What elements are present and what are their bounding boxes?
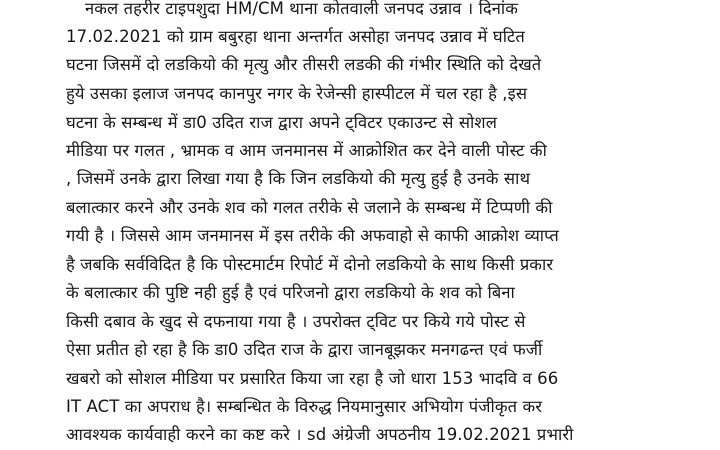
text-line: IT ACT का अपराध है। सम्बन्धित के विरुद्ध नियमानुसार अभियोग पंजीकृत कर [66, 397, 543, 416]
text-line: 17.02.2021 को ग्राम बबुरहा थाना अन्तर्गत असोहा जनपद उन्नाव में घटित [66, 27, 525, 46]
text-line: घटना के सम्बन्ध में डा0 उदित राज द्वारा अपने ट्विटर एकाउन्ट से सोशल [66, 113, 498, 132]
text-line: मीडिया पर गलत , भ्रामक व आम जनमानस में आक्रोशित कर देने वाली पोस्ट की [66, 141, 547, 160]
text-line: है जबकि सर्वविदित है कि पोस्टमार्टम रिपोर्ट में दोनो लडकियो के साथ किसी प्रकार [66, 255, 554, 274]
text-line: के बलात्कार की पुष्टि नही हुई है एवं परिजनो द्वारा लडकियो के शव को बिना [66, 283, 515, 302]
text-line: किसी दबाव के खुद से दफनाया गया है । उपरोक्त ट्विट पर किये गये पोस्ट से [66, 312, 526, 331]
text-line: ऐसा प्रतीत हो रहा है कि डा0 उदित राज के द्वारा जानबूझकर मनगढन्त एवं फर्जी [66, 340, 543, 359]
text-line: बलात्कार करने और उनके शव को गलत तरीके से जलाने के सम्बन्ध में टिप्पणी की [66, 198, 553, 217]
text-line: घटना जिसमें दो लडकियो की मृत्यु और तीसरी लडकी की गंभीर स्थिति को देखते [66, 55, 542, 74]
text-line: आवश्यक कार्यवाही करने का कष्ट करे । sd अंग्रेजी अपठनीय 19.02.2021 प्रभारी [66, 425, 574, 444]
text-line: नकल तहरीर टाइपशुदा HM/CM थाना कोतवाली जनपद उन्नाव । दिनांक [85, 0, 519, 18]
text-line: खबरो को सोशल मीडिया पर प्रसारित किया जा रहा है जो धारा 153 भादवि व 66 [66, 369, 559, 388]
text-line: , जिसमें उनके द्वारा लिखा गया है कि जिन लडकियो की मृत्यु हुई है उनके साथ [66, 169, 531, 188]
text-line: गयी है । जिससे आम जनमानस में इस तरीके की अफवाहो से काफी आक्रोश व्याप्त [66, 226, 559, 245]
text-line: हुये उसका इलाज जनपद कानपुर नगर के रेजेन्सी हास्पीटल में चल रहा है ,इस [66, 84, 528, 103]
